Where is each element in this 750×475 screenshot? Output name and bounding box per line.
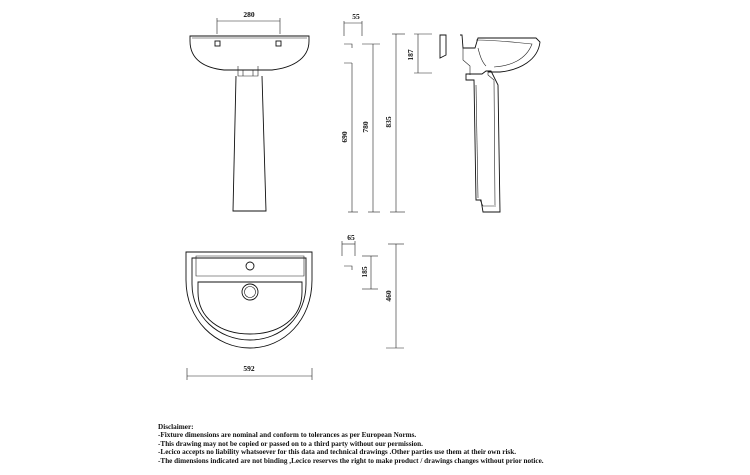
dim-plan-width: 592 xyxy=(243,364,255,373)
dim-wall-gap-top: 55 xyxy=(352,12,360,21)
dim-pedestal-height: 690 xyxy=(340,131,349,143)
disclaimer-heading: Disclaimer: xyxy=(158,423,194,431)
dim-plan-wall-gap: 65 xyxy=(347,233,355,242)
dim-plan-tap-distance: 185 xyxy=(360,266,369,278)
disclaimer-line: -This drawing may not be copied or passed on to a third party without our permission. xyxy=(158,439,423,448)
front-view xyxy=(190,10,309,211)
dim-plan-depth: 460 xyxy=(384,290,393,302)
disclaimer-line: -The dimensions indicated are not binding ,Lecico reserves the right to make product / drawings changes without prior notice. xyxy=(158,456,544,465)
disclaimer-block xyxy=(158,423,748,465)
side-view xyxy=(440,35,540,212)
disclaimer-line: -Fixture dimensions are nominal and conform to tolerances as per European Norms. xyxy=(158,431,417,440)
dim-tap-centres: 280 xyxy=(243,10,255,19)
dim-overall-height: 835 xyxy=(384,116,393,128)
plan-view xyxy=(186,252,312,380)
side-view-dimensions xyxy=(340,12,432,212)
dim-rim-height: 780 xyxy=(361,121,370,133)
disclaimer-line: -Lecico accepts no liability whatsoever for this data and technical drawings .Other parties use them at their own risk. xyxy=(158,448,517,457)
dim-bowl-height: 187 xyxy=(406,49,415,61)
plan-dimensions xyxy=(342,233,404,348)
